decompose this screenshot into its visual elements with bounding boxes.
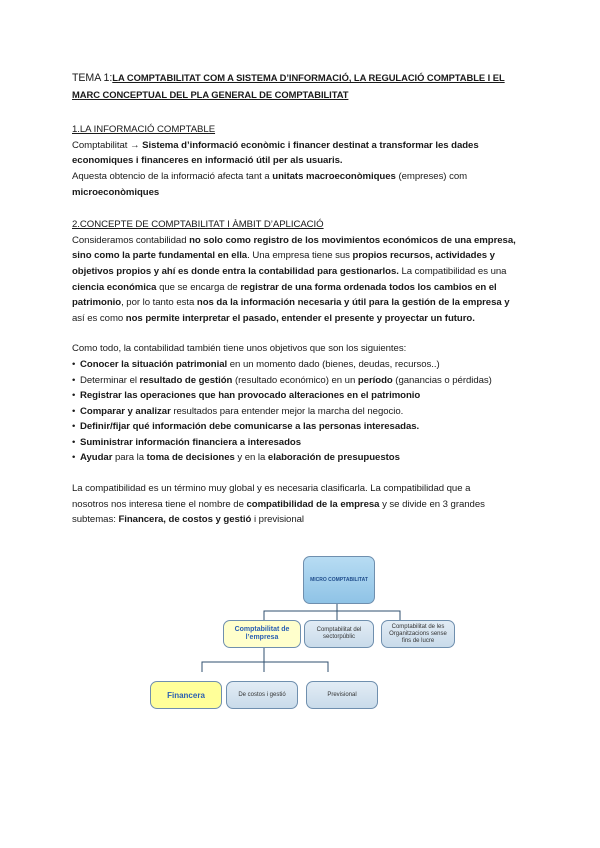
text-span: (ganancias o pérdidas) xyxy=(392,374,492,386)
text-span: economiques i financeres en informació útil per als usuaris. xyxy=(72,155,343,167)
text-span: sino como la parte fundamental en ella xyxy=(72,250,248,262)
text-span: y se divide en 3 grandes xyxy=(379,498,485,510)
text-span: Comparar y analizar xyxy=(80,405,171,417)
section1-line3 xyxy=(72,169,532,185)
paragraph-line xyxy=(72,264,532,280)
text-span: elaboración de presupuestos xyxy=(267,452,400,464)
text-span: microeconòmiques xyxy=(72,186,160,198)
paragraph-line xyxy=(72,248,532,264)
text-span: . Una empresa tiene sus xyxy=(247,250,353,262)
section2-heading: 2.CONCEPTE DE COMPTABILITAT I ÀMBIT D’APLICACIÓ xyxy=(72,219,324,231)
text-span: (resultado económico) en un xyxy=(232,374,358,386)
text-span: nos permite interpretar el pasado, entender el presente y proyectar un futuro. xyxy=(125,312,475,324)
text-span: no solo como registro de los movimientos económicos de una empresa, xyxy=(189,234,516,246)
text-span: y en la xyxy=(234,452,268,464)
diagram-forecast-box: Previsional xyxy=(306,681,378,709)
text-span: resultados para entender mejor la marcha del negocio. xyxy=(170,405,404,417)
text-span: Aquesta obtencio de la informació afecta tant a xyxy=(72,170,273,182)
text-span: unitats macroeconòmiques xyxy=(272,170,396,182)
text-span: Consideramos contabilidad xyxy=(72,234,190,246)
text-span: objetivos propios y ahí es donde entra la contabilidad para gestionarlos. xyxy=(72,265,399,277)
diagram-nonprofit-box: Comptabilitat de les Organitzacions sense fins de lucre xyxy=(381,620,455,648)
document-title xyxy=(72,70,532,103)
objectives-list xyxy=(72,357,532,466)
list-item xyxy=(72,419,532,435)
text-span: así es como xyxy=(72,312,126,324)
list-item xyxy=(72,357,532,373)
paragraph-line xyxy=(72,280,532,296)
list-item xyxy=(72,404,532,420)
accounting-hierarchy-diagram xyxy=(140,548,462,718)
text-span: La compatibilidad es una xyxy=(398,265,507,277)
title-prefix: TEMA 1: xyxy=(72,72,113,84)
text-span: nosotros nos interesa tiene el nombre de xyxy=(72,498,247,510)
objectives-intro: Como todo, la contabilidad también tiene unos objetivos que son los siguientes: xyxy=(72,343,407,355)
text-span: en un momento dado (bienes, deudas, recursos..) xyxy=(227,358,440,370)
text-span: Financera, de costos y gestió xyxy=(118,514,252,526)
list-item xyxy=(72,450,532,466)
section1-heading: 1.LA INFORMACIÓ COMPTABLE xyxy=(72,124,216,136)
text-span: patrimonio xyxy=(72,297,122,309)
text-span: compatibilidad de la empresa xyxy=(246,498,380,510)
text-span: resultado de gestión xyxy=(139,374,233,386)
classification-line1: La compatibilidad es un término muy global y es necesaria clasificarla. La compatibilidad que a xyxy=(72,483,471,495)
section1-line2 xyxy=(72,153,532,169)
title-text-line2: MARC CONCEPTUAL DEL PLA GENERAL DE COMPTABILITAT xyxy=(72,88,349,100)
section2-paragraph xyxy=(72,233,532,327)
text-span: registrar de una forma ordenada todos los cambios en el xyxy=(240,281,497,293)
list-item xyxy=(72,435,532,451)
text-span: , por lo tanto esta xyxy=(121,297,197,309)
diagram-cost-box: De costos i gestió xyxy=(226,681,298,709)
text-span: toma de decisiones xyxy=(146,452,235,464)
text-span: propios recursos, actividades y xyxy=(352,250,495,262)
document-page xyxy=(72,70,532,528)
section1-line1 xyxy=(72,138,532,154)
text-span: para la xyxy=(112,452,147,464)
text-span: ciencia económica xyxy=(72,281,157,293)
text-span: Conocer la situación patrimonial xyxy=(80,358,228,370)
paragraph-line xyxy=(72,233,532,249)
paragraph-line xyxy=(72,311,532,327)
text-span: nos da la información necesaria y útil para la gestión de la empresa y xyxy=(196,297,510,309)
text-span: i previsional xyxy=(251,514,304,526)
classification-line3 xyxy=(72,512,532,528)
text-span: (empreses) com xyxy=(395,170,468,182)
text-span: Definir/fijar qué información debe comunicarse a las personas interesadas. xyxy=(80,421,420,433)
text-span: Sistema d’informació econòmic i financer destinat a transformar les dades xyxy=(142,139,479,151)
diagram-company-accounting-box: Comptabilitat de l’empresa xyxy=(223,620,301,648)
section1-line4 xyxy=(72,185,532,201)
text-span: Comptabilitat → xyxy=(72,139,143,151)
title-text-line1: LA COMPTABILITAT COM A SISTEMA D’INFORMACIÓ, LA REGULACIÓ COMPTABLE I EL xyxy=(112,72,505,83)
paragraph-line xyxy=(72,295,532,311)
list-item xyxy=(72,388,532,404)
diagram-root-box: MICRO COMPTABILITAT xyxy=(303,556,375,604)
text-span: Registrar las operaciones que han provocado alteraciones en el patrimonio xyxy=(80,390,421,402)
diagram-financial-box: Financera xyxy=(150,681,222,709)
classification-line2 xyxy=(72,497,532,513)
text-span: Ayudar xyxy=(80,452,113,464)
text-span: subtemas: xyxy=(72,514,119,526)
list-item xyxy=(72,373,532,389)
text-span: período xyxy=(357,374,393,386)
diagram-public-sector-box: Comptabilitat del sectorpúblic xyxy=(304,620,374,648)
text-span: Suministrar información financiera a interesados xyxy=(80,436,301,448)
text-span: Determinar el xyxy=(80,374,140,386)
text-span: que se encarga de xyxy=(156,281,241,293)
